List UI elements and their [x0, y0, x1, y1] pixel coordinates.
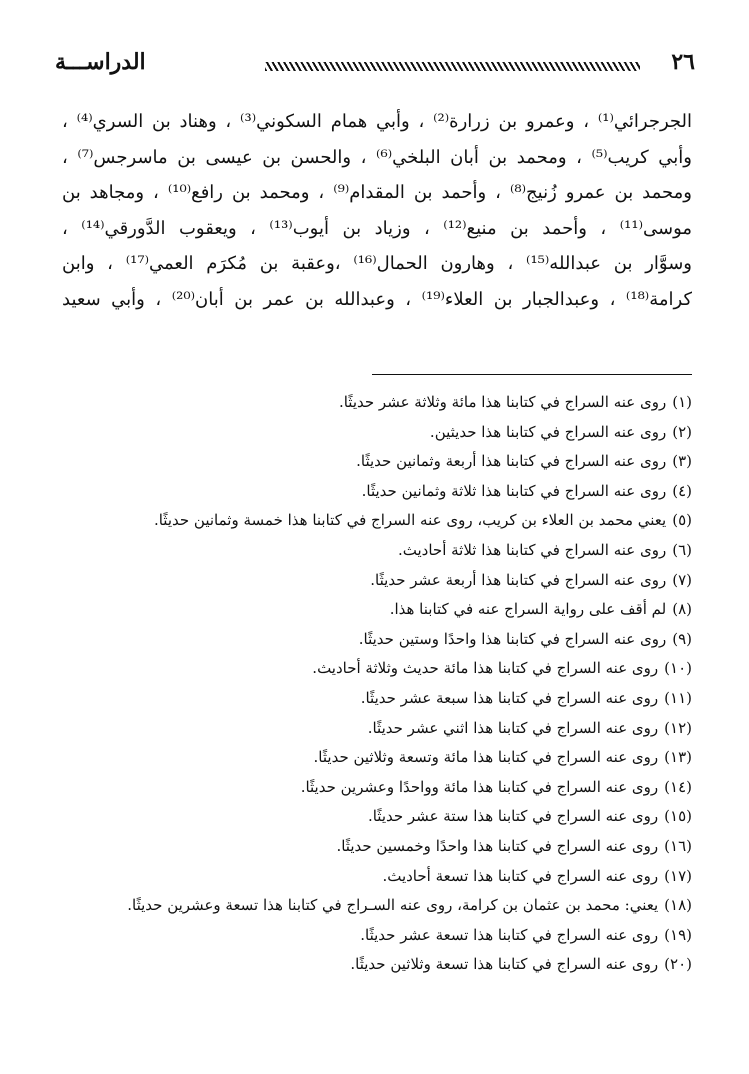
footnote-number: (١٣): [664, 748, 692, 767]
footnotes: [60, 388, 692, 980]
main-text-line: موسى⁽¹¹⁾ ، وأحمد بن منيع⁽¹²⁾ ، وزياد بن أيوب⁽¹³⁾ ، ويعقوب الدَّورقي⁽¹⁴⁾ ،: [62, 217, 692, 239]
footnote-number: (١١): [664, 688, 692, 707]
footnote-number: (١٥): [664, 807, 692, 826]
footnote-text: روى عنه السراج في كتابنا هذا مائة حديث وثلاثة أحاديث.: [312, 659, 659, 678]
footnote-number: (١٩): [664, 925, 692, 944]
footnote-number: (٩): [672, 629, 692, 648]
header-decorative-rule: [265, 62, 640, 71]
footnote-number: (٥): [672, 511, 692, 530]
footnote-text: روى عنه السراج في كتابنا هذا مائة وثلاثة عشر حديثًا.: [338, 393, 667, 411]
main-text-line: كرامة⁽¹⁸⁾ ، وعبدالجبار بن العلاء⁽¹⁹⁾ ، وعبدالله بن عمر بن أبان⁽²⁰⁾ ، وأبي سعيد: [62, 288, 692, 310]
footnote-text: روى عنه السراج في كتابنا هذا حديثين.: [429, 422, 667, 441]
footnote: [60, 714, 692, 744]
footnote-number: (١٢): [664, 718, 692, 737]
footnote: [60, 418, 692, 448]
footnote-number: (٢٠): [664, 955, 692, 974]
footnote: [60, 536, 692, 566]
footnote: [60, 773, 692, 803]
footnote-text: لم أقف على رواية السراج عنه في كتابنا هذا.: [389, 600, 667, 619]
footnote-text: روى عنه السراج في كتابنا هذا ستة عشر حديثًا.: [367, 807, 659, 826]
running-title: الدراســـة: [55, 49, 146, 75]
footnote: [60, 388, 692, 418]
footnote-number: (١٠): [664, 659, 692, 678]
footnote-number: (١٨): [664, 896, 692, 915]
footnote-text: روى عنه السراج في كتابنا هذا تسعة وثلاثين حديثًا.: [350, 955, 659, 974]
footnote: [60, 921, 692, 951]
footnote: [60, 506, 692, 536]
footnote: [60, 684, 692, 714]
page-number: ٢٦: [671, 49, 695, 75]
main-text: [62, 104, 692, 317]
footnote-text: روى عنه السراج في كتابنا هذا مائة وواحدًا وعشرين حديثًا.: [300, 777, 659, 796]
main-text-line: الجرجرائي⁽¹⁾ ، وعمرو بن زرارة⁽²⁾ ، وأبي همام السكوني⁽³⁾ ، وهناد بن السري⁽⁴⁾ ،: [62, 111, 692, 132]
footnote-text: روى عنه السراج في كتابنا هذا تسعة أحاديث.: [382, 866, 659, 885]
footnote: [60, 625, 692, 655]
footnote-number: (١٤): [664, 777, 692, 796]
footnote-text: يعني محمد بن العلاء بن كريب، روى عنه السراج في كتابنا هذا خمسة وثمانين حديثًا.: [153, 511, 667, 530]
main-text-line: ومحمد بن عمرو زُنيج⁽⁸⁾ ، وأحمد بن المقدام⁽⁹⁾ ، ومحمد بن رافع⁽¹⁰⁾ ، ومجاهد بن: [62, 182, 692, 203]
footnote: [60, 862, 692, 892]
footnote-number: (١٦): [664, 836, 692, 855]
footnote-number: (٧): [672, 570, 692, 589]
page-header: [55, 44, 695, 84]
footnote-number: (٢): [672, 422, 692, 441]
footnote: [60, 595, 692, 625]
footnote-text: روى عنه السراج في كتابنا هذا مائة وتسعة وثلاثين حديثًا.: [313, 748, 659, 767]
footnote-text: روى عنه السراج في كتابنا هذا واحدًا وستين حديثًا.: [358, 629, 667, 648]
main-text-line: وسوَّار بن عبدالله⁽¹⁵⁾ ، وهارون الحمال⁽¹⁶⁾ ،وعقبة بن مُكرَم العمي⁽¹⁷⁾ ، وابن: [62, 253, 692, 274]
footnote-number: (٤): [672, 481, 692, 500]
footnote-text: روى عنه السراج في كتابنا هذا سبعة عشر حديثًا.: [360, 688, 659, 707]
footnote: [60, 566, 692, 596]
footnote: [60, 891, 692, 921]
footnote: [60, 950, 692, 980]
footnote: [60, 832, 692, 862]
footnote-number: (١٧): [664, 866, 692, 885]
footnote-number: (٣): [672, 452, 692, 471]
footnote-text: روى عنه السراج في كتابنا هذا واحدًا وخمسين حديثًا.: [336, 836, 659, 855]
footnote-text: روى عنه السراج في كتابنا هذا تسعة عشر حديثًا.: [360, 925, 659, 944]
footnote: [60, 802, 692, 832]
footnote-text: روى عنه السراج في كتابنا هذا أربعة وثمانين حديثًا.: [356, 452, 667, 471]
main-text-line: وأبي كريب⁽⁵⁾ ، ومحمد بن أبان البلخي⁽⁶⁾ ، والحسن بن عيسى بن ماسرجس⁽⁷⁾ ،: [62, 146, 692, 168]
footnote-text: روى عنه السراج في كتابنا هذا ثلاثة أحاديث.: [398, 540, 667, 559]
footnote-text: روى عنه السراج في كتابنا هذا أربعة عشر حديثًا.: [370, 570, 667, 589]
footnote: [60, 447, 692, 477]
footnote-number: (٦): [672, 540, 692, 559]
footnote-number: (٨): [672, 600, 692, 619]
footnote-separator: [372, 374, 692, 375]
footnote-text: روى عنه السراج في كتابنا هذا ثلاثة وثمانين حديثًا.: [361, 481, 667, 500]
footnote: [60, 477, 692, 507]
footnote-text: روى عنه السراج في كتابنا هذا اثني عشر حديثًا.: [367, 718, 659, 737]
footnote-text: يعني: محمد بن عثمان بن كرامة، روى عنه السـراج في كتابنا هذا تسعة وعشرين حديثًا.: [127, 896, 659, 915]
footnote-number: (١): [672, 393, 692, 411]
footnote: [60, 654, 692, 684]
footnote: [60, 743, 692, 773]
